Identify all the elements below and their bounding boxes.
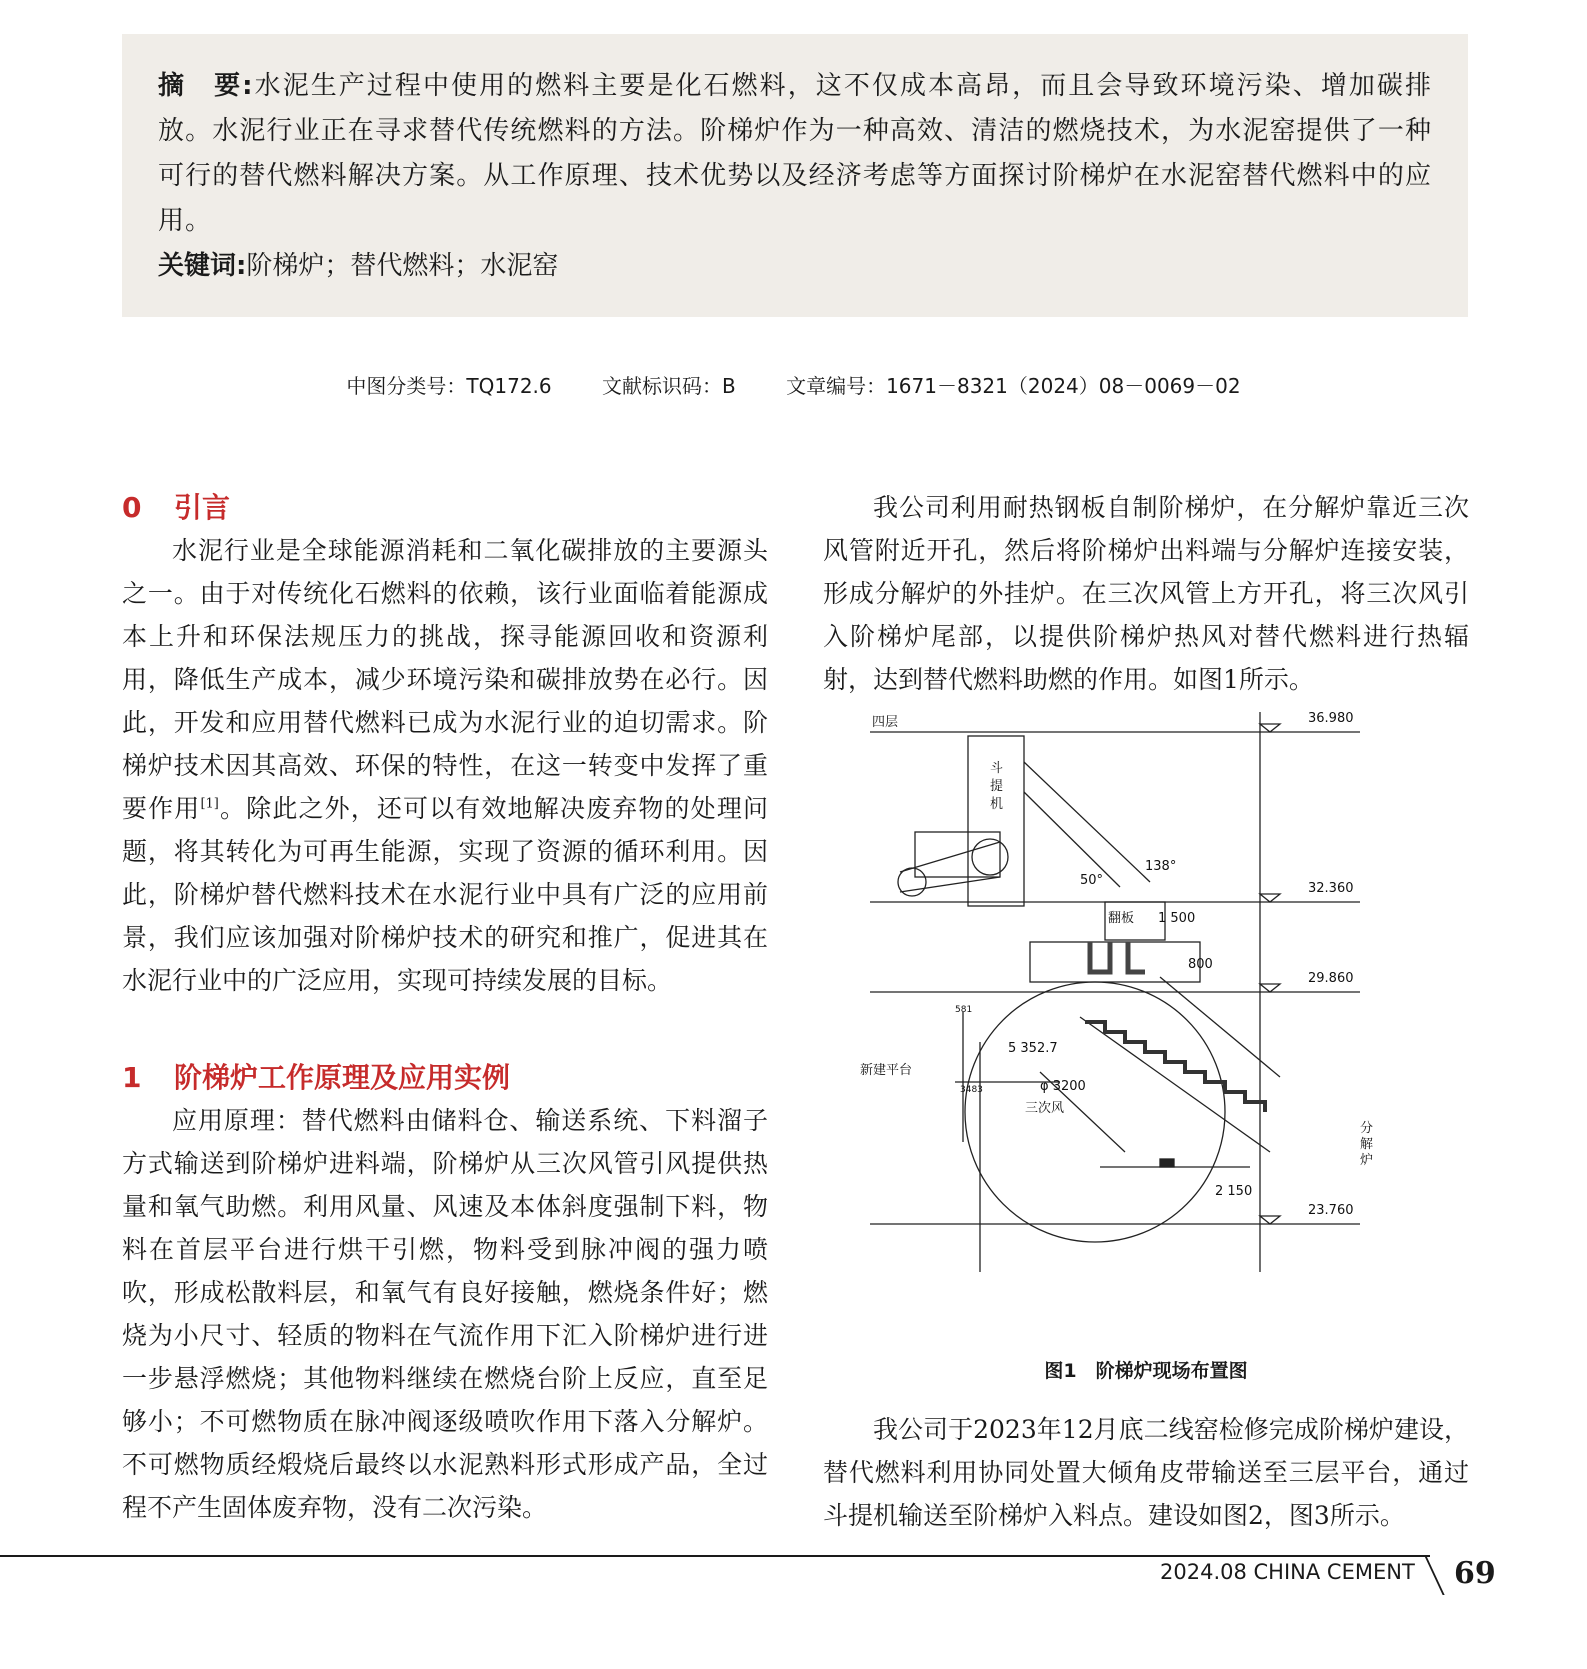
clc-number: 中图分类号：TQ172.6 <box>346 374 552 398</box>
furnace-steps <box>1085 1022 1265 1112</box>
section-gap <box>122 1002 768 1056</box>
section-1-heading <box>122 1056 768 1099</box>
section-0-paragraph <box>122 529 768 1002</box>
label-floor4: 四层 <box>872 715 899 730</box>
label-elevator-2: 提 <box>990 779 1004 794</box>
left-column <box>122 486 768 1529</box>
figure-1-diagram <box>860 712 1420 1348</box>
right-column-top <box>823 486 1469 701</box>
label-dim-581: 581 <box>955 1005 973 1015</box>
keywords-line <box>158 244 1432 289</box>
footer-rule <box>0 1555 1430 1557</box>
section-0-number: 0 <box>122 491 142 524</box>
footer-issue: 2024.08 CHINA CEMENT <box>1160 1560 1415 1584</box>
section-0-heading <box>122 486 768 529</box>
article-number: 文章编号：1671－8321（2024）08－0069－02 <box>786 374 1241 398</box>
label-tertiary-air: 三次风 <box>1025 1101 1065 1116</box>
label-diameter: φ 3200 <box>1040 1079 1086 1094</box>
label-elev-23760: 23.760 <box>1308 1203 1354 1218</box>
right-column-bottom <box>823 1408 1469 1537</box>
label-elev-29860: 29.860 <box>1308 971 1354 986</box>
section-0-title: 引言 <box>174 491 231 524</box>
classification-line <box>0 370 1587 399</box>
keywords-label: 关键词: <box>158 251 247 281</box>
label-calciner-3: 炉 <box>1360 1153 1374 1168</box>
label-angle-50: 50° <box>1080 873 1104 888</box>
label-calciner-2: 解 <box>1360 1137 1374 1152</box>
abstract-text: 水泥生产过程中使用的燃料主要是化石燃料，这不仅成本高昂，而且会导致环境污染、增加碳排放。水泥行业正在寻求替代传统燃料的方法。阶梯炉作为一种高效、清洁的燃烧技术，为水泥窑提供了一种可行的替代燃料解决方案。从工作原理、技术优势以及经济考虑等方面探讨阶梯炉在水泥窑替代燃料中的应用。 <box>158 71 1432 236</box>
label-calciner-1: 分 <box>1360 1121 1374 1136</box>
figure-1-caption: 图1 阶梯炉现场布置图 <box>1044 1360 1248 1382</box>
label-dim-3483: 3483 <box>960 1085 983 1095</box>
label-elev-32360: 32.360 <box>1308 881 1354 896</box>
label-elevator-3: 机 <box>990 797 1004 812</box>
furnace-slope-lower <box>1080 1017 1270 1152</box>
section-0-text-b: 。除此之外，还可以有效地解决废弃物的处理问题，将其转化为可再生能源，实现了资源的循环利用。因此，阶梯炉替代燃料技术在水泥行业中具有广泛的应用前景，我们应该加强对阶梯炉技术的研究和推广，促进其在水泥行业中的广泛应用，实现可持续发展的目标。 <box>122 794 768 995</box>
section-1-number: 1 <box>122 1061 142 1094</box>
feed-box <box>1030 942 1200 982</box>
label-dim-800: 800 <box>1188 957 1213 972</box>
section-1-paragraph: 应用原理：替代燃料由储料仓、输送系统、下料溜子方式输送到阶梯炉进料端，阶梯炉从三次风管引风提供热量和氧气助燃。利用风量、风速及本体斜度强制下料，物料在首层平台进行烘干引燃，物料受到脉冲阀的强力喷吹，形成松散料层，和氧气有良好接触，燃烧条件好；燃烧为小尺寸、轻质的物料在气流作用下汇入阶梯炉进行进一步悬浮燃烧；其他物料继续在燃烧台阶上反应，直至足够小；不可燃物质在脉冲阀逐级喷吹作用下落入分解炉。不可燃物质经煅烧后最终以水泥熟料形式形成产品，全过程不产生固体废弃物，没有二次污染。 <box>122 1106 768 1522</box>
document-code: 文献标识码：B <box>601 374 736 398</box>
footer-slash <box>1424 1555 1445 1595</box>
label-flap: 翻板 <box>1108 911 1135 926</box>
section-0-text-a: 水泥行业是全球能源消耗和二氧化碳排放的主要源头之一。由于对传统化石燃料的依赖，该行业面临着能源成本上升和环保法规压力的挑战，探寻能源回收和资源利用，降低生产成本，减少环境污染和碳排放势在必行。因此，开发和应用替代燃料已成为水泥行业的迫切需求。阶梯炉技术因其高效、环保的特性，在这一转变中发挥了重要作用 <box>122 536 768 823</box>
right-paragraph-1: 我公司利用耐热钢板自制阶梯炉，在分解炉靠近三次风管附近开孔，然后将阶梯炉出料端与分解炉连接安装，形成分解炉的外挂炉。在三次风管上方开孔，将三次风引入阶梯炉尾部，以提供阶梯炉热风对替代燃料进行热辐射，达到替代燃料助燃的作用。如图1所示。 <box>823 493 1469 694</box>
abstract-paragraph <box>158 64 1432 244</box>
page-number: 69 <box>1454 1556 1496 1591</box>
abstract-box <box>122 34 1468 317</box>
label-elev-36980: 36.980 <box>1308 712 1354 726</box>
keywords-text: 阶梯炉；替代燃料；水泥窑 <box>246 251 559 281</box>
label-dim-5352: 5 352.7 <box>1008 1041 1058 1056</box>
label-dim-1500: 1 500 <box>1158 911 1196 926</box>
abstract-label: 摘 要: <box>158 71 254 101</box>
label-new-platform: 新建平台 <box>860 1063 913 1078</box>
label-elevator-1: 斗 <box>990 761 1004 776</box>
citation-ref[interactable]: [1] <box>200 796 219 812</box>
section-1-title: 阶梯炉工作原理及应用实例 <box>174 1061 511 1094</box>
label-angle-138: 138° <box>1145 859 1177 874</box>
label-dim-2150: 2 150 <box>1215 1184 1253 1199</box>
right-paragraph-2: 我公司于2023年12月底二线窑检修完成阶梯炉建设，替代燃料利用协同处置大倾角皮带输送至三层平台，通过斗提机输送至阶梯炉入料点。建设如图2，图3所示。 <box>823 1415 1469 1530</box>
